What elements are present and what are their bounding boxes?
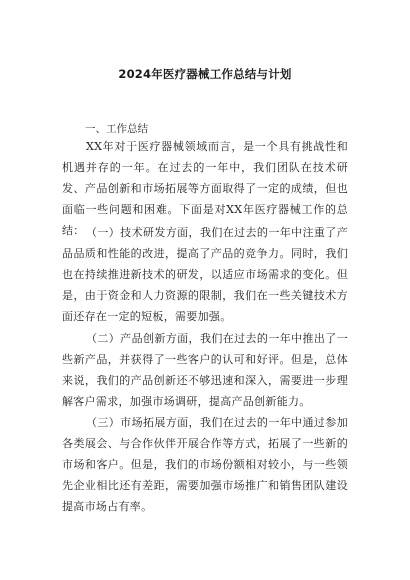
paragraph-intro: XX年对于医疗器械领域而言，是一个具有挑战性和机遇并存的一年。在过去的一年中，我们团队在技术研发、产品创新和市场拓展等方面取得了一定的成绩，但也面临一些问题和困难。下面是对XX年医疗器械工作的总结： [62, 140, 348, 237]
paragraph-product-innovation: （二）产品创新方面，我们在过去的一年中推出了一些新产品，并获得了一些客户的认可和好评。但是，总体来说，我们的产品创新还不够迅速和深入，需要进一步理解客户需求，加强市场调研，提高产品创新能力。 [62, 332, 348, 408]
paragraph-tech-rd: （一）技术研发方面，我们在过去的一年中注重了产品品质和性能的改进，提高了产品的竞争力。同时，我们也在持续推进新技术的研发，以适应市场需求的变化。但是，由于资金和人力资源的限制，我们在一些关键技术方面还存在一定的短板，需要加强。 [62, 226, 348, 323]
document-title: 2024年医疗器械工作总结与计划 [118, 67, 292, 81]
paragraph-market-expansion: （三）市场拓展方面，我们在过去的一年中通过参加各类展会、与合作伙伴开展合作等方式，拓展了一些新的市场和客户。但是，我们的市场份额相对较小，与一些领先企业相比还有差距，需要加强市场推广和销售团队建设提高市场占有率。 [62, 416, 348, 513]
section-heading: 一、工作总结 [85, 123, 148, 135]
